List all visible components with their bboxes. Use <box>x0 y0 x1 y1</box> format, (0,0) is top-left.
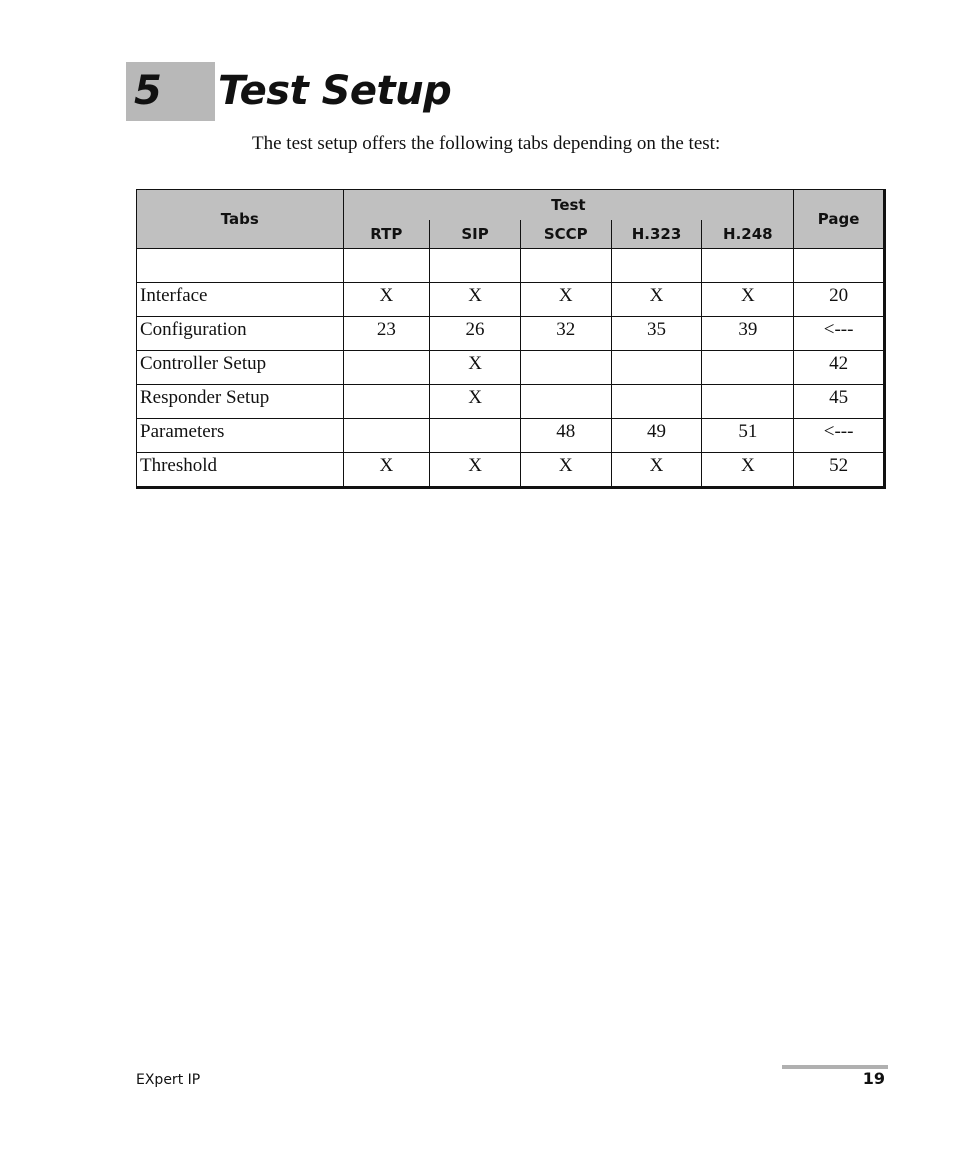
header-test-group: Test <box>343 190 794 221</box>
chapter-title: Test Setup <box>218 68 452 114</box>
row-name: Controller Setup <box>137 351 344 385</box>
intro-text: The test setup offers the following tabs depending on the test: <box>252 133 721 154</box>
footer-product-name: EXpert IP <box>136 1072 201 1088</box>
cell-sip: X <box>430 283 521 317</box>
footer-page-number: 19 <box>862 1069 885 1088</box>
cell-h323 <box>611 385 702 419</box>
cell-h323: 49 <box>611 419 702 453</box>
cell-sccp: 32 <box>520 317 611 351</box>
cell-rtp <box>343 419 430 453</box>
header-spacer-row <box>137 249 885 283</box>
header-page: Page <box>794 190 885 249</box>
cell-page: 45 <box>794 385 885 419</box>
cell-rtp: X <box>343 283 430 317</box>
tabs-table <box>136 189 886 489</box>
cell-sip: X <box>430 453 521 488</box>
cell-h323: X <box>611 283 702 317</box>
header-test-sip: SIP <box>430 220 521 249</box>
header-test-rtp: RTP <box>343 220 430 249</box>
cell-h248 <box>702 385 794 419</box>
row-name: Interface <box>137 283 344 317</box>
cell-rtp: X <box>343 453 430 488</box>
cell-page: <--- <box>794 317 885 351</box>
cell-page: 52 <box>794 453 885 488</box>
cell-sccp: 48 <box>520 419 611 453</box>
cell-h323: 35 <box>611 317 702 351</box>
cell-h248: X <box>702 283 794 317</box>
cell-sip: X <box>430 351 521 385</box>
cell-sccp <box>520 385 611 419</box>
cell-page: 20 <box>794 283 885 317</box>
cell-sip: X <box>430 385 521 419</box>
cell-rtp <box>343 385 430 419</box>
row-name: Threshold <box>137 453 344 488</box>
header-tabs: Tabs <box>137 190 344 249</box>
cell-h248: 39 <box>702 317 794 351</box>
chapter-number: 5 <box>134 68 162 114</box>
header-test-sccp: SCCP <box>520 220 611 249</box>
cell-page: 42 <box>794 351 885 385</box>
table-row <box>137 453 885 488</box>
cell-sccp: X <box>520 453 611 488</box>
table-row <box>137 283 885 317</box>
cell-h323: X <box>611 453 702 488</box>
header-test-h323: H.323 <box>611 220 702 249</box>
cell-h323 <box>611 351 702 385</box>
table-row <box>137 317 885 351</box>
table-row <box>137 385 885 419</box>
table-row <box>137 419 885 453</box>
row-name: Configuration <box>137 317 344 351</box>
cell-rtp <box>343 351 430 385</box>
table-row <box>137 351 885 385</box>
header-test-h248: H.248 <box>702 220 794 249</box>
row-name: Responder Setup <box>137 385 344 419</box>
cell-h248: 51 <box>702 419 794 453</box>
cell-sccp <box>520 351 611 385</box>
cell-h248 <box>702 351 794 385</box>
cell-page: <--- <box>794 419 885 453</box>
cell-rtp: 23 <box>343 317 430 351</box>
cell-h248: X <box>702 453 794 488</box>
row-name: Parameters <box>137 419 344 453</box>
cell-sip: 26 <box>430 317 521 351</box>
cell-sccp: X <box>520 283 611 317</box>
cell-sip <box>430 419 521 453</box>
